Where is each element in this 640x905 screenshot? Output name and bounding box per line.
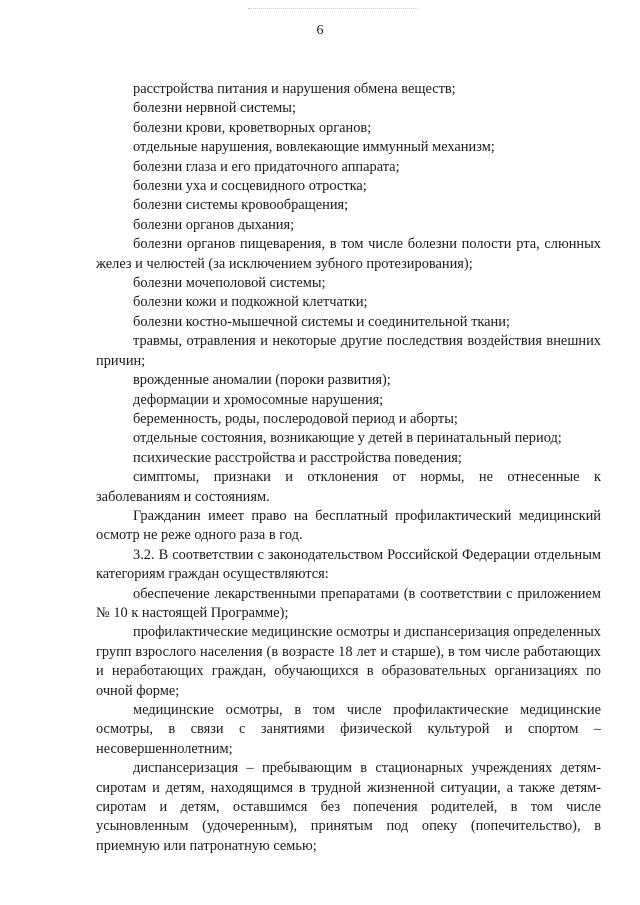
list-item: болезни системы кровообращения; xyxy=(133,197,349,214)
list-item: профилактические медицинские осмотры и диспансеризация определенных групп взрослого населения (в возрасте 18 лет и старше), в том числе работающих и неработающих граждан, обучающихся в образовательных организациях по очной форме; xyxy=(96,624,601,699)
list-item: врожденные аномалии (пороки развития); xyxy=(133,372,391,389)
list-item: болезни крови, кроветворных органов; xyxy=(133,119,372,136)
list-item: болезни органов дыхания; xyxy=(133,216,295,233)
document-body xyxy=(96,80,601,856)
list-item: отдельные состояния, возникающие у детей в перинатальный период; xyxy=(133,430,562,447)
list-item: болезни мочеполовой системы; xyxy=(133,275,326,292)
list-item: болезни кожи и подкожной клетчатки; xyxy=(133,294,368,311)
list-item: беременность, роды, послеродовой период и аборты; xyxy=(133,410,458,427)
paragraph: Гражданин имеет право на бесплатный профилактический медицинский осмотр не реже одного раза в год. xyxy=(96,507,601,544)
list-item: симптомы, признаки и отклонения от нормы, не отнесенные к заболеваниям и состояниям. xyxy=(96,469,601,505)
list-item: болезни органов пищеварения, в том числе болезни полости рта, слюнных желез и челюстей (за исключением зубного протезирования); xyxy=(96,236,601,272)
list-item: болезни костно-мышечной системы и соединительной ткани; xyxy=(133,313,510,330)
list-item: отдельные нарушения, вовлекающие иммунный механизм; xyxy=(133,139,495,156)
page-number: 6 xyxy=(316,23,324,38)
list-item: болезни уха и сосцевидного отростка; xyxy=(133,178,367,195)
list-item: диспансеризация – пребывающим в стационарных учреждениях детям-сиротам и детям, находящимся в трудной жизненной ситуации, а также детям-сиротам и детям, оставшимся без попечения родителей, в том числе усыновленным (удочеренным), принятым под опеку (попечительство), в приемную или патронатную семью; xyxy=(96,760,601,854)
list-item: болезни глаза и его придаточного аппарата; xyxy=(133,158,400,175)
list-item: болезни нервной системы; xyxy=(133,100,296,117)
list-item: медицинские осмотры, в том числе профилактические медицинские осмотры, в связи с занятиями физической культурой и спортом – несовершеннолетним; xyxy=(96,702,601,757)
list-item: психические расстройства и расстройства поведения; xyxy=(133,449,462,466)
section-paragraph: 3.2. В соответствии с законодательством Российской Федерации отдельным категориям граждан осуществляются: xyxy=(96,546,601,583)
scan-artifact xyxy=(248,8,418,12)
list-item: травмы, отравления и некоторые другие последствия воздействия внешних причин; xyxy=(96,333,601,369)
list-item: обеспечение лекарственными препаратами (в соответствии с приложением № 10 к настоящей Программе); xyxy=(96,585,601,621)
list-item: деформации и хромосомные нарушения; xyxy=(133,391,384,408)
list-item: расстройства питания и нарушения обмена веществ; xyxy=(133,81,456,97)
